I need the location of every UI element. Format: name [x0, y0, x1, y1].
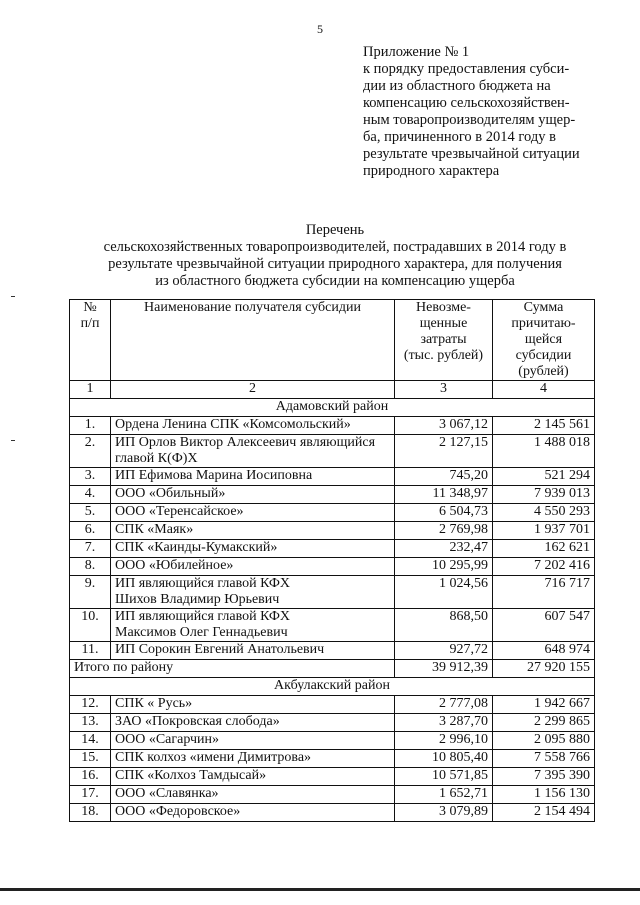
table-row	[70, 576, 595, 609]
subsidy-amount: 648 974	[493, 642, 595, 660]
table-row	[70, 435, 595, 468]
table-row	[70, 732, 595, 750]
subsidy-amount: 7 395 390	[493, 768, 595, 786]
appendix-line: дии из областного бюджета на	[363, 78, 551, 94]
subsidy-amount: 1 937 701	[493, 522, 595, 540]
margin-mark	[11, 440, 15, 441]
subsidy-amount: 7 202 416	[493, 558, 595, 576]
table-row	[70, 522, 595, 540]
region-name: Акбулакский район	[70, 678, 595, 696]
uncompensated-costs: 868,50	[395, 609, 493, 642]
uncompensated-costs: 10 295,99	[395, 558, 493, 576]
subsidy-amount: 2 299 865	[493, 714, 595, 732]
total-row	[70, 660, 595, 678]
document-heading	[60, 222, 610, 290]
uncompensated-costs: 2 127,15	[395, 435, 493, 468]
row-number: 16.	[70, 768, 111, 786]
uncompensated-costs: 2 996,10	[395, 732, 493, 750]
recipient-name: ИП являющийся главой КФХ Шихов Владимир Юрьевич	[111, 576, 395, 609]
subsidy-amount: 716 717	[493, 576, 595, 609]
row-number: 17.	[70, 786, 111, 804]
recipient-name: ООО «Теренсайское»	[111, 504, 395, 522]
recipient-name: ИП являющийся главой КФХ Максимов Олег Геннадьевич	[111, 609, 395, 642]
subsidy-amount: 1 156 130	[493, 786, 595, 804]
uncompensated-costs: 3 079,89	[395, 804, 493, 822]
recipient-name: ООО «Обильный»	[111, 486, 395, 504]
subsidy-amount: 2 154 494	[493, 804, 595, 822]
heading-line: из областного бюджета субсидии на компенсацию ущерба	[155, 273, 515, 289]
recipient-name: ООО «Славянка»	[111, 786, 395, 804]
row-number: 8.	[70, 558, 111, 576]
subsidy-amount: 607 547	[493, 609, 595, 642]
column-number: 3	[395, 381, 493, 399]
recipient-name: СПК колхоз «имени Димитрова»	[111, 750, 395, 768]
table-body	[70, 399, 595, 822]
uncompensated-costs: 6 504,73	[395, 504, 493, 522]
row-number: 4.	[70, 486, 111, 504]
heading-line: сельскохозяйственных товаропроизводителей, пострадавших в 2014 году в	[103, 239, 567, 255]
table-row	[70, 417, 595, 435]
recipient-name: ИП Ефимова Марина Иосиповна	[111, 468, 395, 486]
scan-edge-bar	[0, 888, 640, 891]
total-costs: 39 912,39	[395, 660, 493, 678]
row-number: 10.	[70, 609, 111, 642]
recipient-name: ЗАО «Покровская слобода»	[111, 714, 395, 732]
table-row	[70, 804, 595, 822]
subsidy-amount: 521 294	[493, 468, 595, 486]
heading-line: результате чрезвычайной ситуации природного характера, для получения	[108, 256, 562, 272]
column-number: 1	[70, 381, 111, 399]
appendix-line: компенсацию сельскохозяйствен-	[363, 95, 570, 111]
table-row	[70, 696, 595, 714]
recipient-name: ИП Сорокин Евгений Анатольевич	[111, 642, 395, 660]
appendix-title: Приложение № 1	[363, 44, 470, 60]
row-number: 5.	[70, 504, 111, 522]
row-number: 13.	[70, 714, 111, 732]
row-number: 12.	[70, 696, 111, 714]
appendix-line: ба, причиненного в 2014 году в	[363, 129, 556, 145]
recipient-name: СПК «Каинды-Кумакский»	[111, 540, 395, 558]
column-number-row	[70, 381, 595, 399]
subsidy-amount: 2 095 880	[493, 732, 595, 750]
region-row	[70, 678, 595, 696]
appendix-line: к порядку предоставления субси-	[363, 61, 570, 77]
column-number: 2	[111, 381, 395, 399]
uncompensated-costs: 10 805,40	[395, 750, 493, 768]
recipient-name: СПК «Маяк»	[111, 522, 395, 540]
header-row	[70, 300, 595, 381]
uncompensated-costs: 745,20	[395, 468, 493, 486]
uncompensated-costs: 2 777,08	[395, 696, 493, 714]
table-row	[70, 642, 595, 660]
subsidy-amount: 4 550 293	[493, 504, 595, 522]
subsidy-amount: 2 145 561	[493, 417, 595, 435]
table-row	[70, 609, 595, 642]
subsidy-amount: 1 942 667	[493, 696, 595, 714]
recipient-name: ООО «Сагарчин»	[111, 732, 395, 750]
subsidy-amount: 7 558 766	[493, 750, 595, 768]
table-row	[70, 468, 595, 486]
region-row	[70, 399, 595, 417]
row-number: 7.	[70, 540, 111, 558]
table-row	[70, 768, 595, 786]
page-number: 5	[317, 22, 323, 36]
uncompensated-costs: 10 571,85	[395, 768, 493, 786]
table-row	[70, 558, 595, 576]
recipient-name: СПК «Колхоз Тамдысай»	[111, 768, 395, 786]
uncompensated-costs: 1 652,71	[395, 786, 493, 804]
total-subsidy: 27 920 155	[493, 660, 595, 678]
row-number: 6.	[70, 522, 111, 540]
heading-title: Перечень	[305, 222, 365, 238]
region-name: Адамовский район	[70, 399, 595, 417]
row-number: 3.	[70, 468, 111, 486]
row-number: 1.	[70, 417, 111, 435]
uncompensated-costs: 3 067,12	[395, 417, 493, 435]
row-number: 2.	[70, 435, 111, 468]
row-number: 15.	[70, 750, 111, 768]
recipient-name: ИП Орлов Виктор Алексеевич являющийся главой К(Ф)Х	[111, 435, 395, 468]
table-row	[70, 750, 595, 768]
row-number: 9.	[70, 576, 111, 609]
row-number: 14.	[70, 732, 111, 750]
table-row	[70, 540, 595, 558]
uncompensated-costs: 2 769,98	[395, 522, 493, 540]
appendix-line: природного характера	[363, 163, 500, 179]
appendix-block	[363, 44, 633, 180]
subsidy-amount: 1 488 018	[493, 435, 595, 468]
column-number: 4	[493, 381, 595, 399]
subsidy-table	[69, 299, 595, 822]
recipient-name: СПК « Русь»	[111, 696, 395, 714]
subsidy-amount: 162 621	[493, 540, 595, 558]
table-row	[70, 714, 595, 732]
uncompensated-costs: 232,47	[395, 540, 493, 558]
header-costs: Невозме- щенные затраты (тыс. рублей)	[395, 300, 493, 381]
uncompensated-costs: 3 287,70	[395, 714, 493, 732]
uncompensated-costs: 927,72	[395, 642, 493, 660]
recipient-name: ООО «Юбилейное»	[111, 558, 395, 576]
header-subsidy: Сумма причитаю- щейся субсидии (рублей)	[493, 300, 595, 381]
margin-mark	[11, 296, 15, 297]
row-number: 11.	[70, 642, 111, 660]
row-number: 18.	[70, 804, 111, 822]
appendix-line: результате чрезвычайной ситуации	[363, 146, 580, 162]
header-num: № п/п	[70, 300, 111, 381]
table-header	[70, 300, 595, 399]
header-name: Наименование получателя субсидии	[111, 300, 395, 381]
uncompensated-costs: 1 024,56	[395, 576, 493, 609]
recipient-name: ООО «Федоровское»	[111, 804, 395, 822]
table-row	[70, 486, 595, 504]
total-label: Итого по району	[70, 660, 395, 678]
recipient-name: Ордена Ленина СПК «Комсомольский»	[111, 417, 395, 435]
table-row	[70, 504, 595, 522]
appendix-line: ным товаропроизводителям ущер-	[363, 112, 576, 128]
uncompensated-costs: 11 348,97	[395, 486, 493, 504]
subsidy-amount: 7 939 013	[493, 486, 595, 504]
table-row	[70, 786, 595, 804]
